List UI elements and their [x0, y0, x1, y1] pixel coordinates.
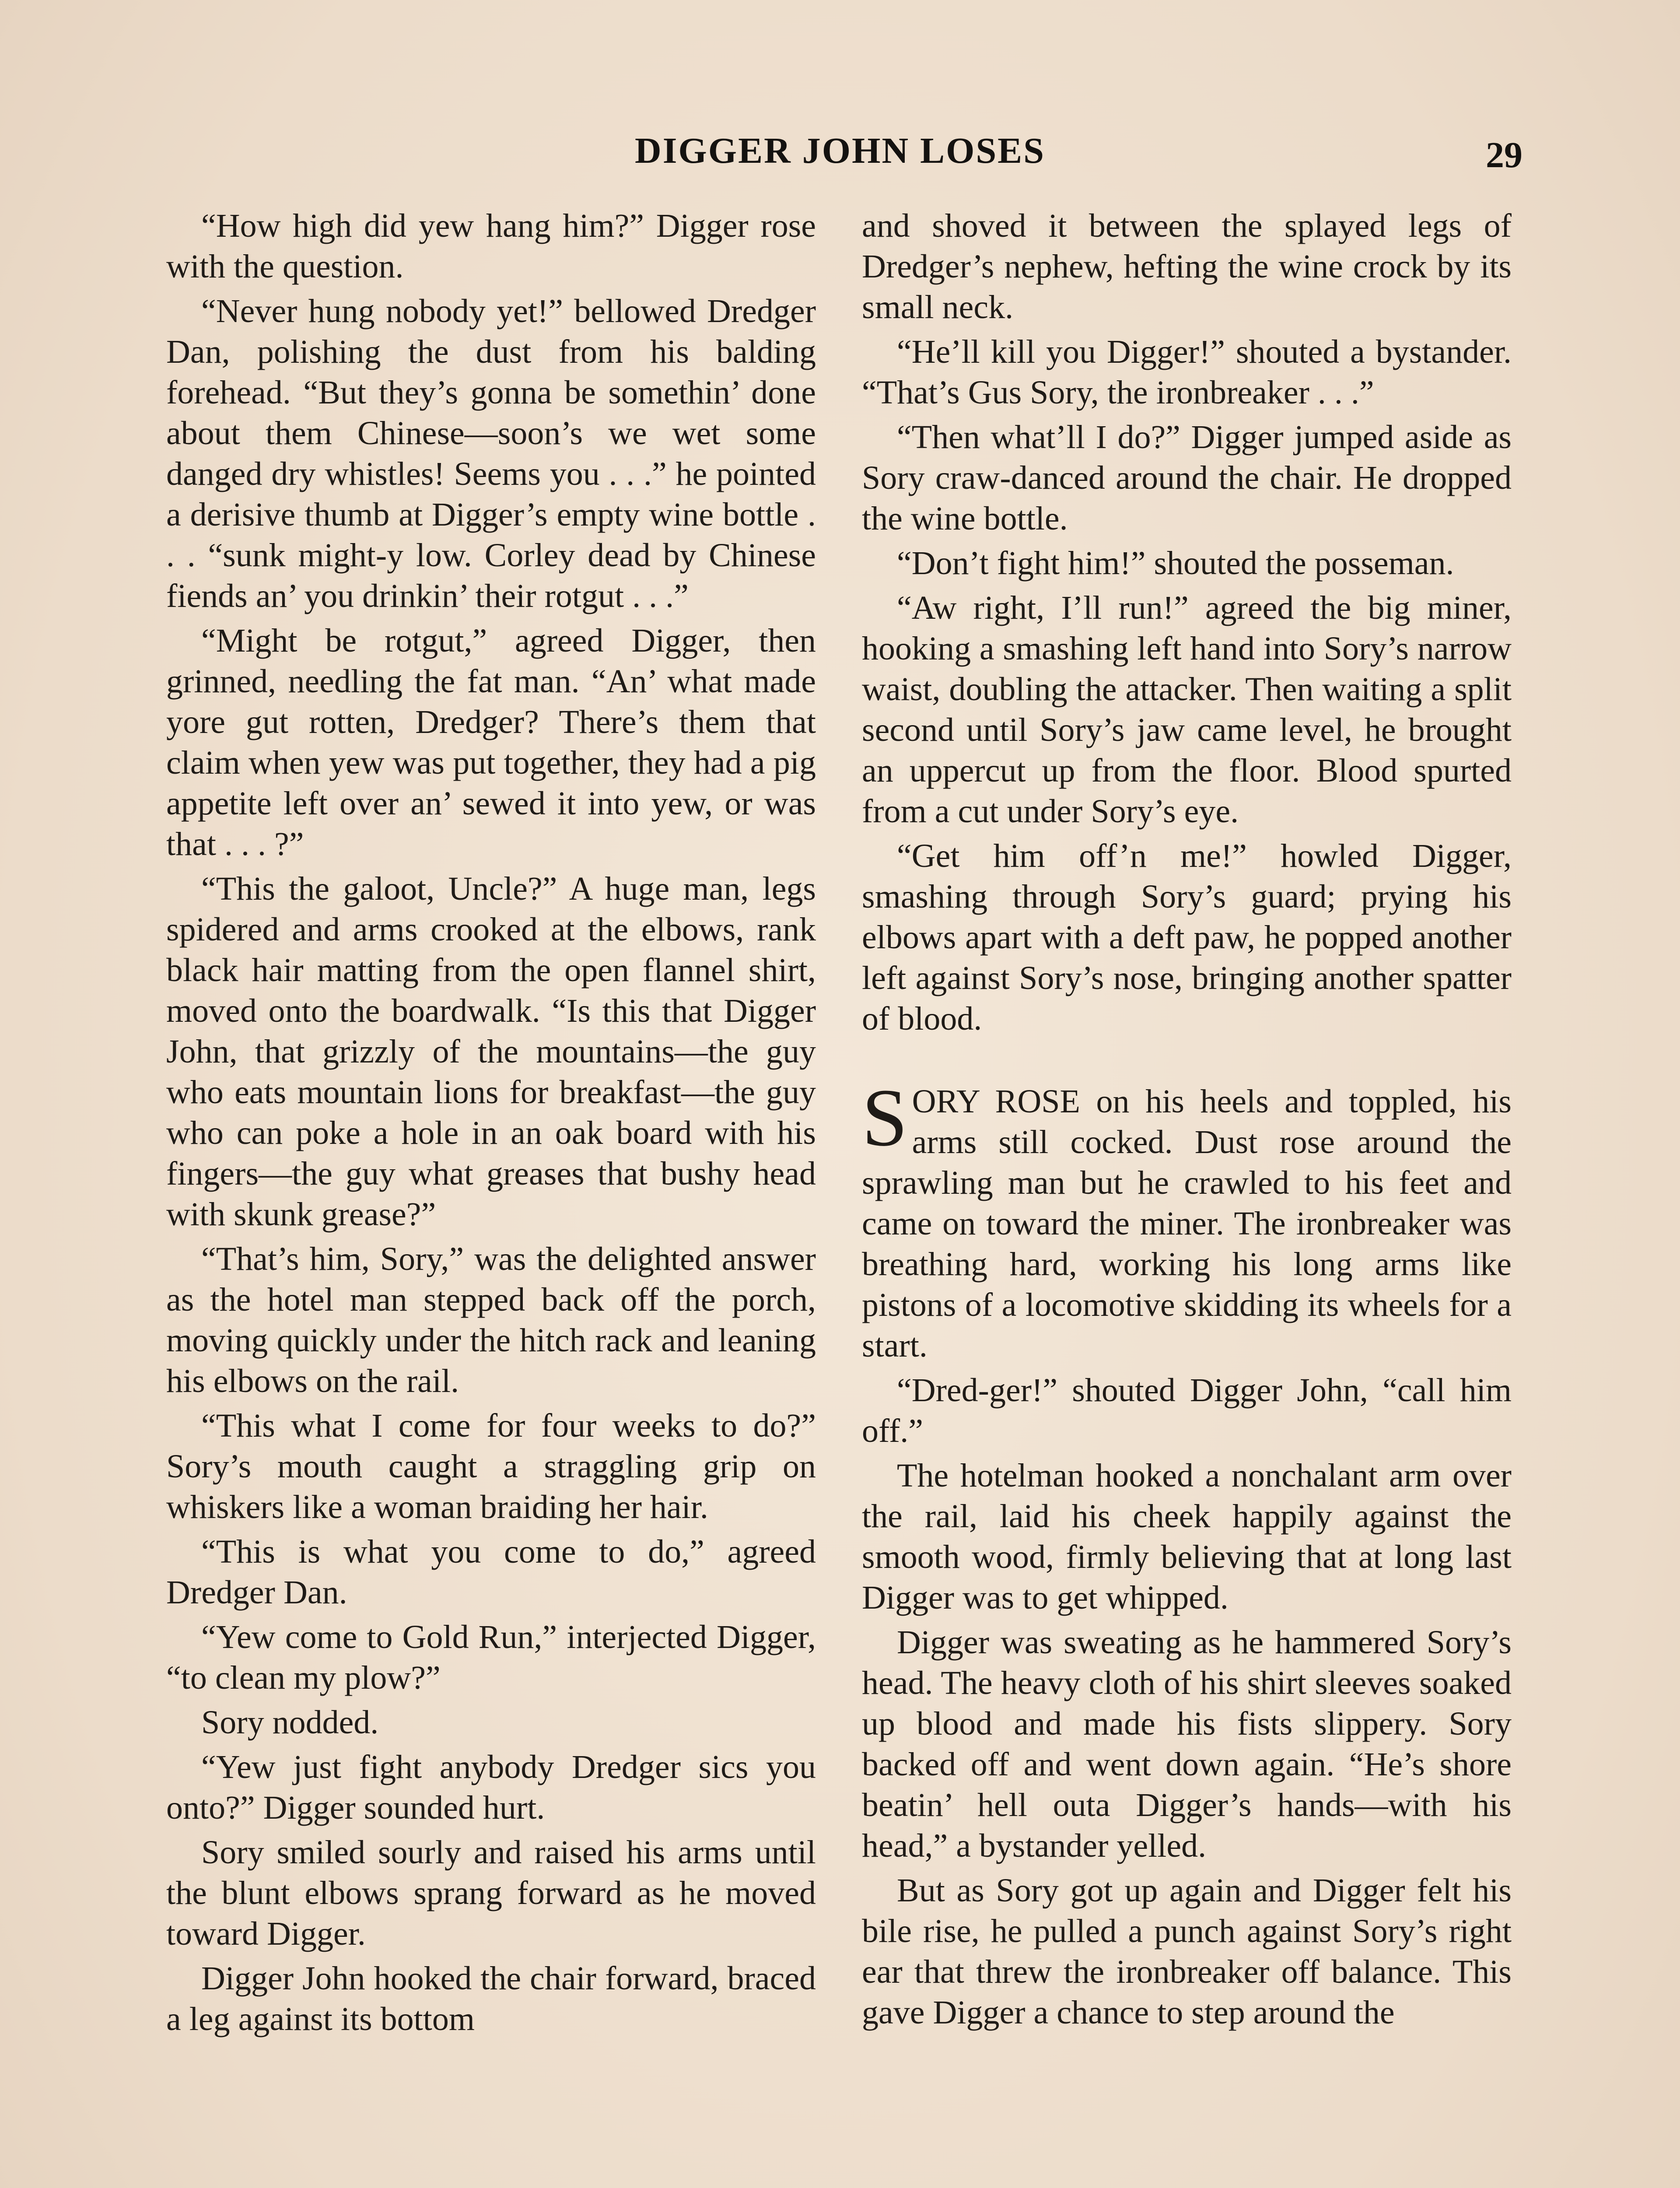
paragraph: Digger John hooked the chair forward, braced a leg against its bottom: [166, 1960, 816, 2037]
right-column: [862, 206, 1512, 2188]
paragraph: “He’ll kill you Digger!” shouted a bystander. “That’s Gus Sory, the ironbreaker . . .”: [862, 333, 1512, 411]
paragraph: “Aw right, I’ll run!” agreed the big miner, hooking a smashing left hand into Sory’s narrow waist, doubling the attacker. Then waiting a split second until Sory’s jaw came level, he brought an uppercut up from the floor. Blood spurted from a cut under Sory’s eye.: [862, 589, 1512, 830]
paragraph: “This the galoot, Uncle?” A huge man, legs spidered and arms crooked at the elbows, rank black hair matting from the open flannel shirt, moved onto the boardwalk. “Is this that Digger John, that grizzly of the mountains—the guy who eats mountain lions for breakfast—the guy who can poke a hole in an oak board with his fingers—the guy what greases that bushy head with skunk grease?”: [166, 870, 816, 1233]
paragraph: But as Sory got up again and Digger felt his bile rise, he pulled a punch against Sory’s right ear that threw the ironbreaker off balance. This gave Digger a chance to step around the: [862, 1872, 1512, 2031]
paragraph: “Get him off’n me!” howled Digger, smashing through Sory’s guard; prying his elbows apart with a deft paw, he popped another left against Sory’s nose, bringing another spatter of blood.: [862, 838, 1512, 1037]
paragraph: and shoved it between the splayed legs of Dredger’s nephew, hefting the wine crock by its small neck.: [862, 207, 1512, 326]
section-opening-paragraph: [862, 1072, 1512, 1366]
left-column: [166, 206, 816, 2188]
paragraph: “This is what you come to do,” agreed Dredger Dan.: [166, 1533, 816, 1611]
drop-cap: S: [862, 1072, 908, 1163]
paragraph: “Don’t fight him!” shouted the posseman.: [897, 545, 1454, 582]
paragraph: “Yew come to Gold Run,” interjected Digger, “to clean my plow?”: [166, 1619, 816, 1696]
paragraph: “Might be rotgut,” agreed Digger, then grinned, needling the fat man. “An’ what made yore gut rotten, Dredger? There’s them that claim when yew was put together, they had a pig appetite left over an’ sewed it into yew, or was that . . . ?”: [166, 622, 816, 863]
paragraph: “Then what’ll I do?” Digger jumped aside as Sory craw-danced around the chair. He dropped the wine bottle.: [862, 419, 1512, 537]
paragraph: The hotelman hooked a nonchalant arm over the rail, laid his cheek happily against the smooth wood, firmly believing that at long last Digger was to get whipped.: [862, 1457, 1512, 1616]
page-number: 29: [1486, 135, 1522, 175]
paragraph: Sory nodded.: [201, 1704, 379, 1741]
paragraph: “Yew just fight anybody Dredger sics you onto?” Digger sounded hurt.: [166, 1749, 816, 1826]
paragraph: Digger was sweating as he hammered Sory’s head. The heavy cloth of his shirt sleeves soaked up blood and made his fists slippery. Sory backed off and went down again. “He’s shore beatin’ hell outa Digger’s hands—with his head,” a bystander yelled.: [862, 1624, 1512, 1864]
paragraph: “That’s him, Sory,” was the delighted answer as the hotel man stepped back off the porch, moving quickly under the hitch rack and leaning his elbows on the rail.: [166, 1241, 816, 1399]
paragraph: “This what I come for four weeks to do?” Sory’s mouth caught a straggling grip on whiskers like a woman braiding her hair.: [166, 1407, 816, 1525]
paragraph: Sory smiled sourly and raised his arms until the blunt elbows sprang forward as he moved toward Digger.: [166, 1834, 816, 1952]
paragraph: “Never hung nobody yet!” bellowed Dredger Dan, polishing the dust from his balding forehead. “But they’s gonna be somethin’ done about them Chinese—soon’s we wet some danged dry whistles! Seems you . . .” he pointed a derisive thumb at Digger’s empty wine bottle . . . “sunk might-y low. Corley dead by Chinese fiends an’ you drinkin’ their rotgut . . .”: [166, 293, 816, 614]
running-title: DIGGER JOHN LOSES: [635, 130, 1045, 171]
paragraph: “Dred-ger!” shouted Digger John, “call him off.”: [862, 1372, 1512, 1449]
section-opening-text: ORY ROSE on his heels and toppled, his arms still cocked. Dust rose around the sprawling man but he crawled to his feet and came on toward the miner. The ironbreaker was breathing hard, working his long arms like pistons of a locomotive skidding its wheels for a start.: [862, 1083, 1512, 1364]
paragraph: “How high did yew hang him?” Digger rose with the question.: [166, 207, 816, 285]
